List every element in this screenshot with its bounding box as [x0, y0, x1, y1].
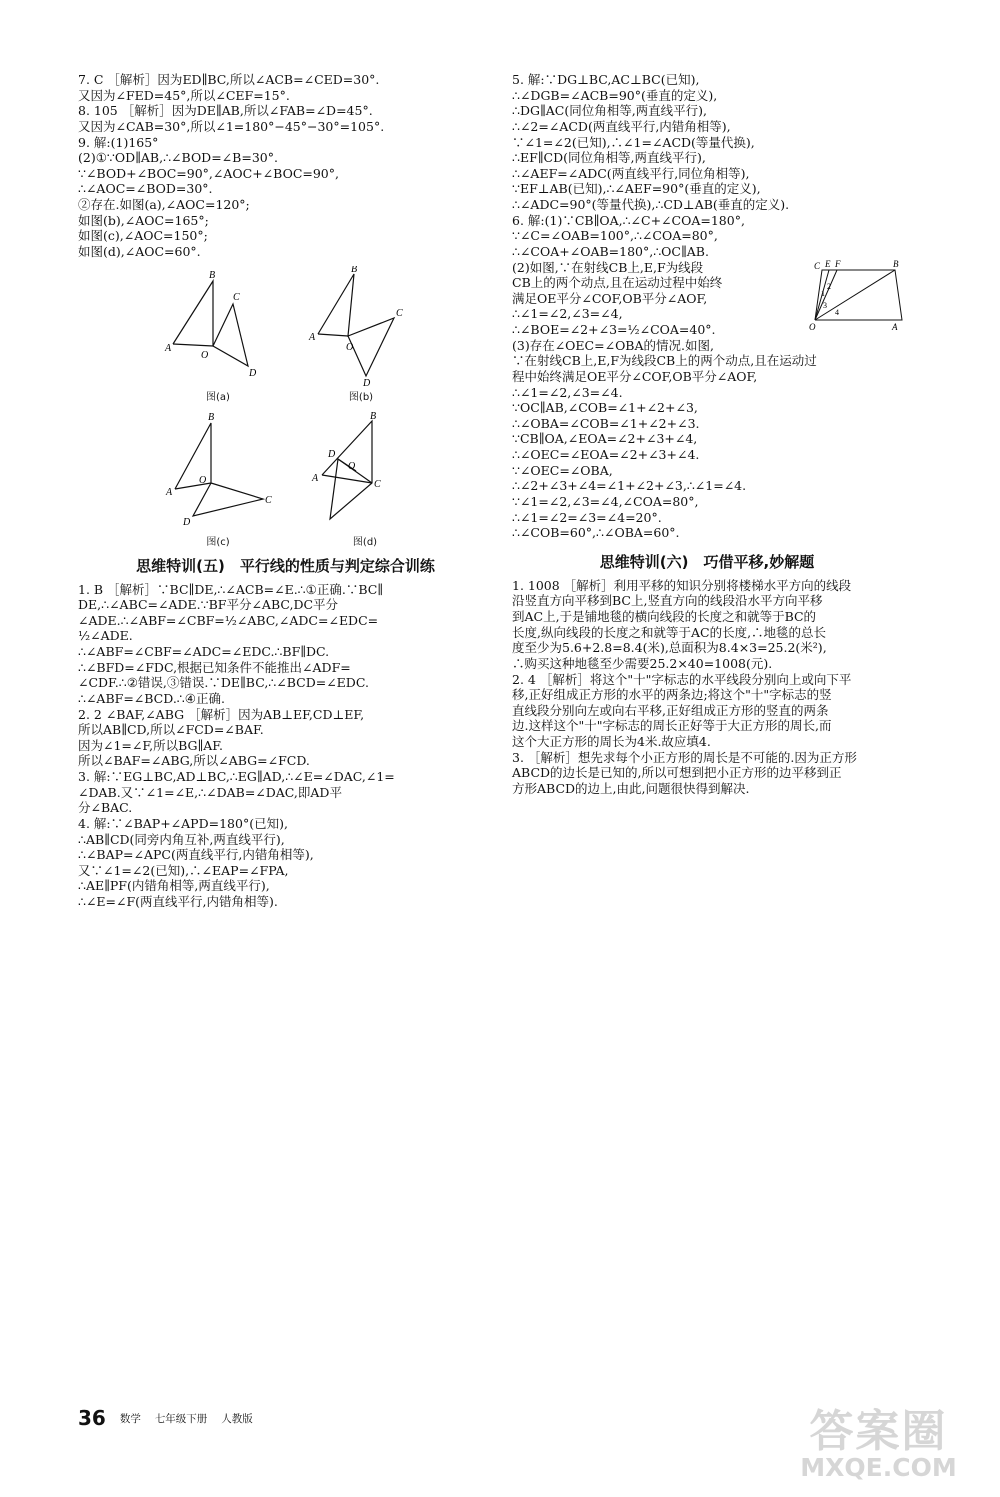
text-line: ∵OC∥AB,∠COB=∠1+∠2+∠3,: [512, 400, 698, 416]
figure-b: [306, 266, 466, 403]
text-line: ∴∠BFD=∠FDC,根据已知条件不能推出∠ADF=: [78, 659, 351, 675]
point-label-d: D: [328, 448, 336, 460]
text-line: ②存在.如图(a),∠AOC=120°;: [78, 197, 250, 212]
watermark-url: MXQE.COM: [800, 1452, 957, 1482]
q6-part2-text: [512, 260, 797, 307]
text-line: 分∠BAC.: [78, 800, 133, 816]
text-line: ∵∠1=∠2,∠3=∠4,∠COA=80°,: [512, 493, 699, 509]
point-label-o: O: [346, 341, 354, 353]
text-line: 如图(b),∠AOC=165°;: [78, 212, 209, 228]
figure-d: [310, 411, 470, 548]
point-label-b: B: [893, 259, 899, 269]
text-line: 7. C ［解析］因为ED∥BC,所以∠ACB=∠CED=30°.: [78, 72, 380, 87]
figure-c: [163, 411, 323, 548]
point-label-a: A: [309, 331, 316, 343]
text-line: ∴购买这种地毯至少需要25.2×40=1008(元).: [512, 655, 773, 671]
text-line: ∴∠1=∠2=∠3=∠4=20°.: [512, 509, 662, 525]
text-line: 长度,纵向线段的长度之和就等于AC的长度,∴地毯的总长: [512, 624, 827, 640]
right-answers-5-6: [512, 72, 902, 260]
text-line: 满足OE平分∠COF,OB平分∠AOF,: [512, 290, 708, 306]
text-line: 4. 解:∵∠BAP+∠APD=180°(已知),: [78, 815, 288, 831]
text-line: ∴∠COB=60°,∴∠OBA=60°.: [512, 525, 680, 541]
section-title-6: 思维特训(六) 巧借平移,妙解题: [599, 552, 815, 571]
text-line: 又因为∠CAB=30°,所以∠1=180°−45°−30°=105°.: [78, 118, 385, 134]
section-title-5: 思维特训(五) 平行线的性质与判定综合训练: [136, 556, 435, 575]
footer-subject: 数学: [119, 1412, 141, 1425]
text-line: 所以AB∥CD,所以∠FCD=∠BAF.: [78, 722, 264, 738]
point-label-a: A: [312, 472, 319, 484]
text-line: ∴AB∥CD(同旁内角互补,两直线平行),: [78, 831, 285, 847]
text-line: ∴∠2=∠ACD(两直线平行,内错角相等),: [512, 118, 731, 134]
text-line: 又∵∠1=∠2(已知),∴∠EAP=∠FPA,: [78, 862, 289, 878]
text-line: ∴∠OEC=∠EOA=∠2+∠3+∠4.: [512, 447, 700, 462]
point-label-c: C: [374, 478, 381, 490]
right-section-6-answers: [512, 578, 902, 797]
text-line: 这个大正方形的周长为4米.故应填4.: [512, 734, 711, 749]
text-line: (3)存在∠OEC=∠OBA的情况.如图,: [512, 337, 714, 353]
text-line: ∵在射线CB上,E,F为线段CB上的两个动点,且在运动过: [512, 353, 817, 369]
point-label-b: B: [208, 411, 215, 423]
text-line: 3. 解:∵EG⊥BC,AD⊥BC,∴EG∥AD,∴∠E=∠DAC,∠1=: [78, 769, 395, 784]
point-label-d: D: [183, 516, 191, 528]
text-line: 因为∠1=∠F,所以BG∥AF.: [78, 737, 223, 753]
text-line: 所以∠BAF=∠ABG,所以∠ABG=∠FCD.: [78, 753, 310, 769]
text-line: ∠ADE.∴∠ABF=∠CBF=½∠ABC,∠ADC=∠EDC=: [78, 612, 379, 628]
text-line: CB上的两个动点,且在运动过程中始终: [512, 275, 723, 291]
text-line: (2)①∵OD∥AB,∴∠BOD=∠B=30°.: [78, 150, 278, 166]
text-line: 程中始终满足OE平分∠COF,OB平分∠AOF,: [512, 368, 758, 384]
text-line: ∠CDF.∴②错误,③错误.∵DE∥BC,∴∠BCD=∠EDC.: [78, 675, 369, 691]
text-line: 沿竖直方向平移到BC上,竖直方向的线段沿水平方向平移: [512, 593, 823, 609]
text-line: 直线段分别向左或向右平移,正好组成正方形的竖直的两条: [512, 702, 829, 718]
left-column: [78, 72, 493, 910]
text-line: ∵∠1=∠2(已知),∴∠1=∠ACD(等量代换),: [512, 134, 755, 150]
text-line: 如图(d),∠AOC=60°.: [78, 243, 201, 259]
figures-9: [78, 266, 493, 551]
angle-label-2: 2: [827, 281, 831, 291]
text-line: ∴∠ABF=∠BCD.∴④正确.: [78, 690, 225, 706]
text-line: ∴∠ABF=∠CBF=∠ADC=∠EDC.∴BF∥DC.: [78, 644, 330, 659]
point-label-a: A: [165, 342, 172, 354]
point-label-a: A: [892, 321, 898, 332]
text-line: ABCD的边长是已知的,所以可想到把小正方形的边平移到正: [512, 765, 842, 781]
text-line: ∴∠OBA=∠COB=∠1+∠2+∠3.: [512, 415, 700, 431]
left-answers-7-9: [78, 72, 493, 260]
text-line: 6. 解:(1)∵CB∥OA,∴∠C+∠COA=180°,: [512, 212, 745, 228]
point-label-o: O: [809, 321, 816, 332]
right-answers-6-cont: [512, 306, 902, 540]
watermark-logo: 答案圈: [809, 1405, 948, 1457]
point-label-c: C: [265, 494, 272, 506]
watermark: [791, 1405, 966, 1482]
text-line: ∴∠AEF=∠ADC(两直线平行,同位角相等),: [512, 165, 750, 181]
footer-grade: 七年级下册: [154, 1412, 208, 1425]
text-line: ∴∠1=∠2,∠3=∠4,: [512, 306, 623, 322]
angle-label-1: 1: [821, 288, 825, 298]
text-line: 方形ABCD的边上,由此,问题很快得到解决.: [512, 780, 750, 796]
text-line: ∴∠1=∠2,∠3=∠4.: [512, 384, 623, 400]
footer-edition: 人教版: [221, 1412, 253, 1425]
point-label-c: C: [396, 307, 403, 319]
diagram-q6: [807, 260, 907, 332]
point-label-o: O: [201, 349, 209, 361]
text-line: 度至少为5.6+2.8=8.4(米),总面积为8.4×3=25.2(米²),: [512, 640, 827, 656]
text-line: ∴EF∥CD(同位角相等,两直线平行),: [512, 150, 706, 166]
figure-caption-b: 图(b): [348, 391, 374, 403]
text-line: ½∠ADE.: [78, 628, 133, 644]
text-line: 8. 105 ［解析］因为DE∥AB,所以∠FAB=∠D=45°.: [78, 103, 373, 119]
text-line: ∴∠COA+∠OAB=180°,∴OC∥AB.: [512, 243, 709, 259]
left-section-5-answers: [78, 582, 493, 910]
figure-caption-c: 图(c): [206, 536, 230, 548]
point-label-d: D: [249, 367, 257, 379]
point-label-o: O: [199, 474, 207, 486]
text-line: ∠DAB.又∵∠1=∠E,∴∠DAB=∠DAC,即AD平: [78, 784, 342, 800]
text-line: 移,正好组成正方形的水平的两条边;将这个"十"字标志的竖: [512, 687, 832, 703]
right-column: [512, 72, 902, 797]
text-line: ∴∠2+∠3+∠4=∠1+∠2+∠3,∴∠1=∠4.: [512, 478, 747, 494]
text-line: 5. 解:∵DG⊥BC,AC⊥BC(已知),: [512, 72, 700, 87]
point-label-e: E: [825, 259, 831, 269]
text-line: 2. 4 ［解析］将这个"十"字标志的水平线段分别向上或向下平: [512, 671, 852, 687]
point-label-c: C: [814, 260, 821, 271]
text-line: 如图(c),∠AOC=150°;: [78, 228, 208, 244]
text-line: 1. B ［解析］∵BC∥DE,∴∠ACB=∠E.∴①正确.∵BC∥: [78, 581, 384, 597]
text-line: 边.这样这个"十"字标志的周长正好等于大正方形的周长,而: [512, 718, 832, 734]
point-label-a: A: [166, 486, 173, 498]
text-line: ∴∠BOE=∠2+∠3=½∠COA=40°.: [512, 322, 716, 337]
point-label-d: D: [363, 377, 371, 386]
point-label-o: O: [348, 460, 356, 472]
text-line: ∵∠C=∠OAB=100°,∴∠COA=80°,: [512, 228, 718, 244]
angle-label-3: 3: [823, 300, 827, 310]
text-line: ∴∠BAP=∠APC(两直线平行,内错角相等),: [78, 847, 314, 863]
point-label-b: B: [351, 265, 358, 275]
text-line: ∴∠AOC=∠BOD=30°.: [78, 181, 213, 197]
text-line: 又因为∠FED=45°,所以∠CEF=15°.: [78, 87, 290, 103]
text-line: DE,∴∠ABC=∠ADE.∵BF平分∠ABC,DC平分: [78, 597, 339, 613]
figure-caption-a: 图(a): [206, 391, 230, 403]
text-line: ∴AE∥PF(内错角相等,两直线平行),: [78, 878, 270, 894]
figure-caption-d: 图(d): [352, 536, 378, 548]
text-line: ∵CB∥OA,∠EOA=∠2+∠3+∠4,: [512, 431, 698, 447]
text-line: ∴∠DGB=∠ACB=90°(垂直的定义),: [512, 87, 718, 103]
page-number: 36: [78, 1406, 106, 1430]
text-line: ∴DG∥AC(同位角相等,两直线平行),: [512, 103, 708, 119]
angle-label-4: 4: [835, 307, 839, 317]
text-line: 3. ［解析］想先求每个小正方形的周长是不可能的.因为正方形: [512, 749, 857, 765]
text-line: ∵∠OEC=∠OBA,: [512, 462, 613, 478]
text-line: 9. 解:(1)165°: [78, 134, 159, 150]
point-label-f: F: [835, 259, 841, 269]
text-line: ∵EF⊥AB(已知),∴∠AEF=90°(垂直的定义),: [512, 181, 761, 197]
text-line: (2)如图,∵在射线CB上,E,F为线段: [512, 259, 704, 275]
text-line: 1. 1008 ［解析］利用平移的知识分别将楼梯水平方向的线段: [512, 577, 852, 593]
point-label-c: C: [233, 291, 240, 303]
text-line: ∵∠BOD+∠BOC=90°,∠AOC+∠BOC=90°,: [78, 165, 339, 181]
point-label-b: B: [370, 410, 377, 422]
point-label-b: B: [209, 269, 216, 281]
text-line: ∴∠ADC=90°(等量代换),∴CD⊥AB(垂直的定义).: [512, 197, 790, 212]
text-line: 2. 2 ∠BAF,∠ABG ［解析］因为AB⊥EF,CD⊥EF,: [78, 706, 365, 722]
text-line: ∴∠E=∠F(两直线平行,内错角相等).: [78, 894, 278, 909]
text-line: 到AC上,于是铺地毯的横向线段的长度之和就等于BC的: [512, 609, 817, 624]
page-footer: [78, 1406, 253, 1430]
figure-a: [163, 266, 323, 403]
